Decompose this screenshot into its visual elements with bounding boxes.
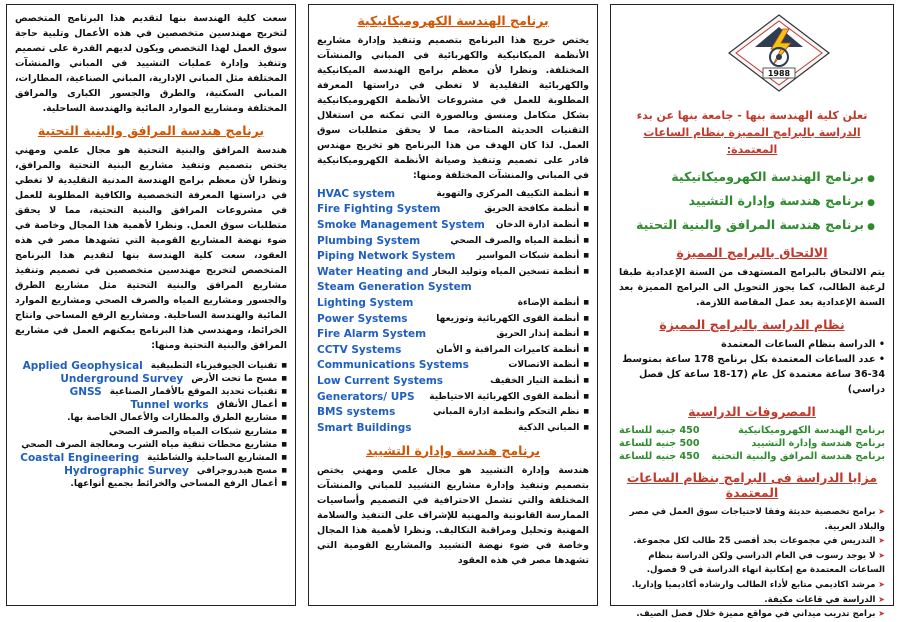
list-item: ■ أنظمة القوى الكهربائية الاحتياطية Generators/ UPS	[317, 389, 589, 405]
list-item: ■ أنظمة كاميرات المراقبة و الأمان CCTV Systems	[317, 342, 589, 358]
construction-heading: برنامج هندسة وإدارة التشييد	[365, 442, 541, 458]
list-item: ■ أعمال الرفع المساحي والخرائط بجميع أنواعها.	[15, 478, 287, 491]
list-item: ● برنامج الهندسة الكهروميكانيكية	[619, 166, 875, 190]
list-item: ■ أعمال الأنفاق Tunnel works	[15, 399, 287, 412]
left-column	[6, 4, 296, 606]
faculty-logo	[725, 11, 833, 95]
table-row: برنامج هندسة المرافق والبنية التحتية 450 جنيه للساعة	[619, 451, 885, 462]
list-item: ■ أنظمة مكافحة الحريق Fire Fighting System	[317, 202, 589, 218]
announcement	[619, 107, 885, 158]
list-item: ■ مشاريع شبكات المياه والصرف الصحي	[15, 425, 287, 438]
list-item: ■ أنظمة القوى الكهربائية وتوزيعها Power Systems	[317, 311, 589, 327]
table-row: برنامج هندسة وإدارة التشييد 500 جنيه للساعة	[619, 438, 885, 449]
list-item: ➤ التدريس في مجموعات بحد أقصى 25 طالب لكل مجموعة.	[619, 534, 885, 549]
fees-heading: المصروفات الدراسية	[688, 404, 816, 419]
list-item: ■ مشاريع محطات تنقية مياه الشرب ومعالجة الصرف الصحي	[15, 438, 287, 451]
electromechanical-body: يختص خريج هذا البرنامج بتصميم وتنفيذ وإدارة مشاريع الأنظمة الميكانيكية والكهربائية في المباني والمنشآت المختلفة. ونظرا لأن معظم برامج الهندسة الميكانيكية والكهربائية التقليدية لا تغطي في دراستها المعرفة المطلوبة للعمل في مشروعات الأنظمة الكهروميكانيكية بشكل متكامل ومنسق وبالصورة التي تمكنه من استغلال التقنيات الحديثة المتاحة، مما لا يحقق متطلبات سوق العمل. لذا كان الهدف من هذا البرنامج هو تخريج مهندس قادر على تصميم وتنفيذ وصيانة الأنظمة الكهروميكانيكية في المباني والمنشآت المختلفة ومنها:	[317, 35, 589, 181]
list-item: ■ تقنيات الجيوفيزياء التطبيقية Applied Geophysical	[15, 359, 287, 372]
list-item: ■ مشاريع الطرق والمطارات والأعمال الخاصة بها.	[15, 412, 287, 425]
list-item: ➤ الدراسة في قاعات مكيفة.	[619, 593, 885, 608]
join-heading: الالتحاق بالبرامج المميزة	[676, 245, 828, 260]
list-item: ➤ لا يوجد رسوب في العام الدراسي ولكن الدراسة بنظام الساعات المعتمدة مع إمكانية انهاء الدراسة في 9 فصول.	[619, 549, 885, 578]
advantages-list	[619, 505, 885, 622]
electromechanical-heading: برنامج الهندسة الكهروميكانيكية	[357, 13, 549, 28]
list-item: Steam Generation System	[317, 281, 472, 294]
infrastructure-heading: برنامج هندسة المرافق والبنية التحتية	[37, 123, 265, 138]
list-item: ■ مسح هيدروجرافي Hydrographic Survey	[15, 465, 287, 478]
programs-list	[619, 166, 875, 238]
fees-table	[619, 424, 885, 463]
list-item: ● برنامج هندسة المرافق والبنية التحتية	[619, 214, 875, 238]
right-column	[610, 4, 894, 620]
list-item: ■ نظم التحكم وانظمة ادارة المباني BMS systems	[317, 404, 589, 420]
middle-column	[308, 4, 598, 606]
list-item: ■ المباني الذكية Smart Buildings	[317, 420, 589, 436]
list-item: ■ أنظمة المياه والصرف الصحي Plumbing System	[317, 233, 589, 249]
left-intro-text: سعت كلية الهندسة بنها لتقديم هذا البرنامج المتخصص لتخريج مهندسين متخصصين في هذه الأعمال وتلبية حاجة سوق العمل لهذا التخصص ويكون لديهم القدرة على تصميم وتنفيذ وإدارة عمليات التشييد في المباني والمنشآت المختلفة مثل المباني الإدارية، المباني الصناعية، المطارات، المباني السكنية، والطرق والجسور الكبارى والمرافق المختلفة ومشاريع الموارد المائية والهندسة الساحلية.	[15, 13, 287, 114]
list-item: ■ أنظمة التكييف المركزي والتهوية HVAC system	[317, 186, 589, 202]
list-item: ■ أنظمة الاتصالات Communications Systems	[317, 358, 589, 374]
list-item: ■ أنظمة شبكات المواسير Piping Network System	[317, 248, 589, 264]
list-item: ➤ مرشد اكاديمي متابع لأداء الطالب وارشاده أكاديميا وإداريا.	[619, 578, 885, 593]
logo-year: 1988	[767, 69, 791, 78]
infrastructure-list	[15, 359, 287, 491]
list-item: ■ أنظمة التيار الخفيف Low Current Systems	[317, 373, 589, 389]
table-row: برنامج الهندسة الكهروميكانيكية 450 جنيه للساعة	[619, 425, 885, 436]
join-text: يتم الالتحاق بالبرامج المستهدف من السنة الإعدادية طبقا لرغبة الطالب، كما يجوز التحويل الى البرامج المميزة بعد السنة الإعدادية بعد عمل المقاصة اللازمة.	[619, 267, 885, 308]
announcement-line-1: تعلن كلية الهندسة بنها - جامعة بنها عن بدء	[636, 109, 868, 122]
announcement-line-2: الدراسة بالبرامج المميزة بنظام الساعات المعتمدة:	[643, 126, 861, 156]
infrastructure-body: هندسة المرافق والبنية التحتية هو مجال علمي ومهني يختص بتصميم وتنفيذ مشاريع البنية التحتية والمرافق، ونظرا لأن معظم برامج الهندسة المدنية التقليدية لا تغطي في دراستها المعرفة التخصصية والكافية المطلوبة للعمل في مشروعات المرافق والبنية التحتية، مما لا يحقق متطلبات سوق العمل. ونظرا لأهمية هذا المجال وخاصة في ضوء نهضة المشاريع القومية التي تشهدها مصر في هذه العقود، سعت كلية الهندسة بنها لتقديم هذا البرنامج المتخصص لتخريج مهندسين متخصصين في تصميم وتنفيذ مشاريع المرافق والبنية التحتية مثل مشاريع الطرق والجسور ومشاريع المياه والصرف الصحي ومشاريع الموارد المائية والهندسة الساحلية. ومشاريع الرفع المساحي وانتاج الخرائط، ومهندسي هذا البرنامج يمكنهم العمل في مشاريع المرافق والبنية التحتية ومنها:	[15, 145, 287, 351]
system-list	[619, 337, 885, 397]
list-item: ■ تقنيات تحديد الموقع بالأقمار الصناعية GNSS	[15, 385, 287, 398]
list-item: ➤ برامج تخصصية حديثة وفقا لاحتياجات سوق العمل في مصر والبلاد العربية.	[619, 505, 885, 534]
list-item: ■ أنظمة ادارة الدخان Smoke Management System	[317, 217, 589, 233]
list-item: ■ أنظمة إنذار الحريق Fire Alarm System	[317, 326, 589, 342]
list-item: ■ المشاريع الساحلية والشاطئية Coastal Engineering	[15, 451, 287, 464]
list-item: ■ أنظمة تسخين المياه وتوليد البخار Water Heating and	[317, 264, 589, 280]
list-item: ■ مسح ما تحت الأرض Underground Survey	[15, 372, 287, 385]
construction-body: هندسة وإدارة التشييد هو مجال علمي ومهني يختص بتصميم وتنفيذ وإدارة مشاريع التشييد للمباني والمنشآت المختلفة والتي تشمل الاحترافية في التصميم وأساسيات الممارسة القانونية والمهنية للإشراف على التنفيذ والسلامة المهنية وتحليل ومراقبة التكاليف. ونظرا لأهمية هذا المجال وخاصة في ضوء نهضة التشييد والمشاريع القومية التي تشهدها مصر في هذه العقود	[317, 464, 589, 566]
list-item: • عدد الساعات المعتمدة بكل برنامج 178 ساعة بمتوسط 34-36 ساعة معتمدة كل عام (17-18 ساعة كل فصل دراسي)	[619, 352, 885, 397]
list-item: • الدراسة بنظام الساعات المعتمدة	[619, 337, 885, 352]
logo-area	[619, 11, 885, 107]
list-item: ● برنامج هندسة وإدارة التشييد	[619, 190, 875, 214]
advantages-heading: مزايا الدراسة فى البرامج بنظام الساعات المعتمدة	[626, 470, 878, 500]
system-heading: نظام الدراسة بالبرامج المميزة	[659, 317, 845, 332]
systems-list	[317, 186, 589, 436]
list-item: ➤ برامج تدريب ميداني في مواقع مميزة خلال فصل الصيف.	[619, 607, 885, 622]
list-item: ■ أنظمة الإضاءة Lighting System	[317, 295, 589, 311]
